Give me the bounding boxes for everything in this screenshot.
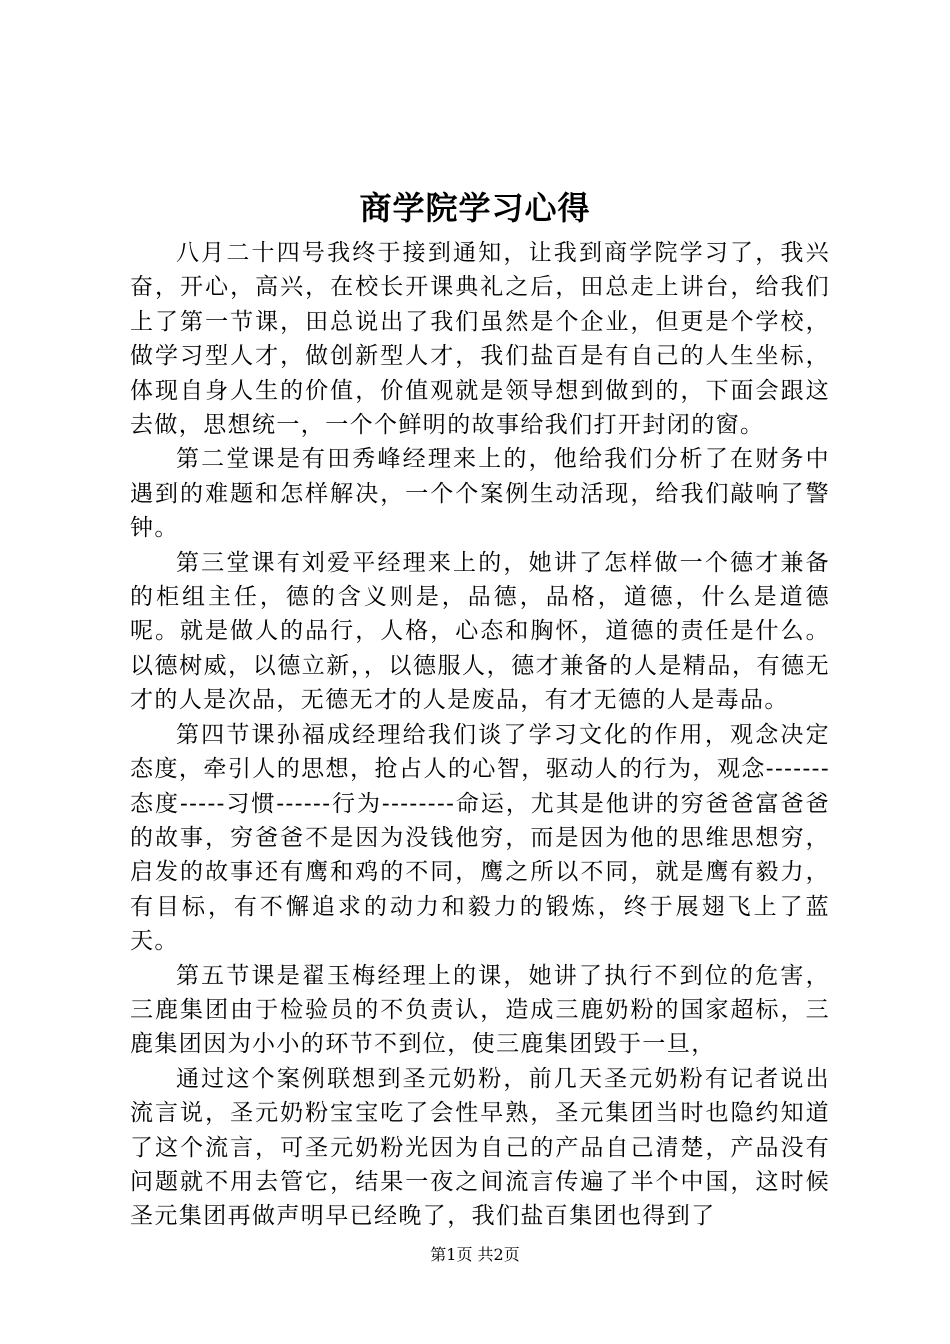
paragraph: 第二堂课是有田秀峰经理来上的，他给我们分析了在财务中遇到的难题和怎样解决，一个个案例生动活现，给我们敲响了警钟。 xyxy=(130,446,830,542)
page-number-footer: 第1页 共2页 xyxy=(430,1245,520,1264)
paragraph: 第四节课孙福成经理给我们谈了学习文化的作用，观念决定态度，牵引人的思想，抢占人的心智，驱动人的行为，观念-------态度-----习惯------行为--------命运，尤其是他讲的穷爸爸富爸爸的故事，穷爸爸不是因为没钱他穷，而是因为他的思维思想穷，启发的故事还有鹰和鸡的不同，鹰之所以不同，就是鹰有毅力，有目标，有不懈追求的动力和毅力的锻炼，终于展翅飞上了蓝天。 xyxy=(130,721,830,955)
paragraph: 第三堂课有刘爱平经理来上的，她讲了怎样做一个德才兼备的柜组主任，德的含义则是，品德，品格，道德，什么是道德呢。就是做人的品行，人格，心态和胸怀，道德的责任是什么。以德树威，以德立新，，以德服人，德才兼备的人是精品，有德无才的人是次品，无德无才的人是废品，有才无德的人是毒品。 xyxy=(130,549,830,714)
paragraph: 通过这个案例联想到圣元奶粉，前几天圣元奶粉有记者说出流言说，圣元奶粉宝宝吃了会性早熟，圣元集团当时也隐约知道了这个流言，可圣元奶粉光因为自己的产品自己清楚，产品没有问题就不用去管它，结果一夜之间流言传遍了半个中国，这时候圣元集团再做声明早已经晚了，我们盐百集团也得到了 xyxy=(130,1065,830,1230)
paragraph: 第五节课是翟玉梅经理上的课，她讲了执行不到位的危害，三鹿集团由于检验员的不负责认，造成三鹿奶粉的国家超标，三鹿集团因为小小的环节不到位，使三鹿集团毁于一旦， xyxy=(130,962,830,1058)
page-title: 商学院学习心得 xyxy=(359,189,591,227)
document-body xyxy=(130,236,830,1234)
paragraph: 八月二十四号我终于接到通知，让我到商学院学习了，我兴奋，开心，高兴，在校长开课典礼之后，田总走上讲台，给我们上了第一节课，田总说出了我们虽然是个企业，但更是个学校，做学习型人才，做创新型人才，我们盐百是有自己的人生坐标，体现自身人生的价值，价值观就是领导想到做到的，下面会跟这去做，思想统一，一个个鲜明的故事给我们打开封闭的窗。 xyxy=(130,240,830,439)
